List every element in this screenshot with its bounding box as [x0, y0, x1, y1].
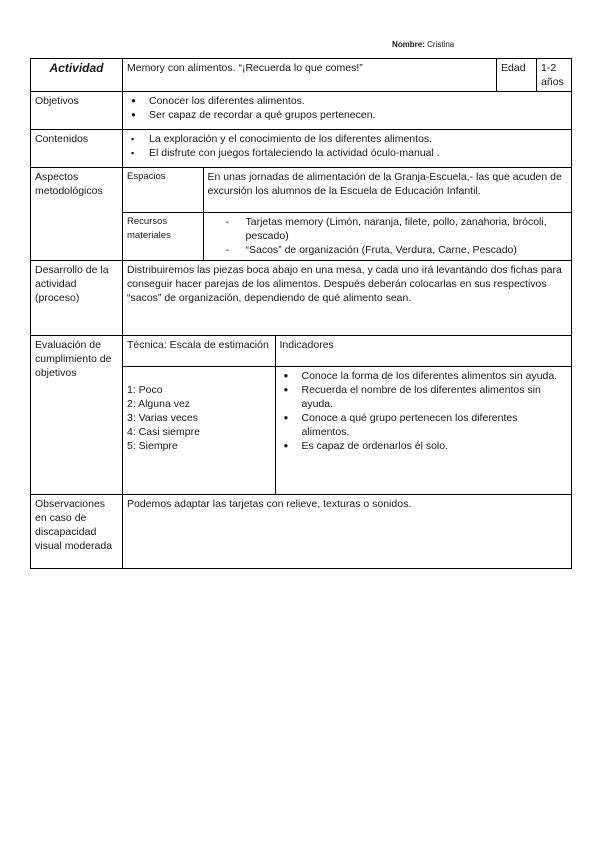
observations-row: [31, 495, 572, 569]
indicators-list: [280, 369, 568, 453]
evaluation-row: [31, 336, 572, 495]
methodology-row: [31, 168, 572, 261]
spaces-text: En unas jornadas de alimentación de la Granja-Escuela,- las que acuden de excursión los alumnos de la Escuela de Educación Infantil.: [203, 168, 571, 212]
scale-item: 2: Alguna vez: [127, 397, 191, 410]
contents-label: Contenidos: [31, 130, 123, 168]
activity-label: Actividad: [31, 59, 123, 92]
objectives-list: [127, 94, 567, 122]
observations-text: Podemos adaptar las tarjetas con relieve, texturas o sonidos.: [123, 495, 572, 569]
contents-list: [127, 132, 567, 160]
spaces-label: Espacios: [123, 168, 203, 212]
age-value: 1-2 años: [537, 59, 572, 92]
development-row: [31, 261, 572, 336]
objectives-label: Objetivos: [31, 92, 123, 130]
list-item: ● Recuerda el nombre de los diferentes alimentos sin ayuda.: [294, 383, 568, 411]
methodology-label: Aspectos metodológicos: [31, 168, 123, 261]
list-item: - “Sacos” de organización (Fruta, Verdura, Carne, Pescado): [236, 243, 568, 257]
development-label: Desarrollo de la actividad (proceso): [31, 261, 123, 336]
development-text: Distribuiremos las piezas boca abajo en una mesa, y cada uno irá levantando dos fichas para conseguir hacer parejas de los alimentos. Después deberán colocarlas en sus respectivos “sacos” de organización, dependiendo de qué alimento sean.: [123, 261, 572, 336]
observations-label: Observaciones en caso de discapacidad visual moderada: [31, 495, 123, 569]
resources-label: Recursos materiales: [123, 212, 203, 260]
evaluation-label: Evaluación de cumplimiento de objetivos: [31, 336, 123, 495]
indicators-label: Indicadores: [275, 336, 571, 366]
activity-row: [31, 59, 572, 92]
activity-sheet: [30, 58, 572, 569]
list-item: ● Es capaz de ordenarlos él solo.: [294, 439, 568, 453]
methodology-table: [123, 168, 571, 260]
scale-item: 5: Siempre: [127, 439, 178, 452]
list-item: ● Conoce a qué grupo pertenecen los diferentes alimentos.: [294, 411, 568, 439]
resources-list: [208, 215, 568, 257]
list-item: ▪ El disfrute con juegos fortaleciendo la actividad óculo-manual .: [141, 146, 567, 160]
activity-title: Memory con alimentos. “¡Recuerda lo que comes!”: [123, 59, 497, 92]
contents-row: [31, 130, 572, 168]
list-item: ● Conocer los diferentes alimentos.: [141, 94, 567, 108]
scale-item: 3: Varias veces: [127, 411, 199, 424]
name-label: Nombre:: [392, 40, 425, 49]
list-item: ▪ La exploración y el conocimiento de los diferentes alimentos.: [141, 132, 567, 146]
scale-item: 4: Casi siempre: [127, 425, 200, 438]
list-item: ● Ser capaz de recordar a qué grupos pertenecen.: [141, 108, 567, 122]
name-line: [392, 40, 454, 49]
name-value: Cristina: [427, 40, 455, 49]
evaluation-table: [123, 336, 571, 494]
list-item: - Tarjetas memory (Limón, naranja, filete, pollo, zanahoria, brócoli, pescado): [236, 215, 568, 243]
scale-item: 1: Poco: [127, 383, 163, 396]
technique-label: Técnica: Escala de estimación: [123, 336, 275, 366]
objectives-row: [31, 92, 572, 130]
age-label: Edad: [497, 59, 537, 92]
list-item: ● Conoce la forma de los diferentes alimentos sin ayuda.: [294, 369, 568, 383]
